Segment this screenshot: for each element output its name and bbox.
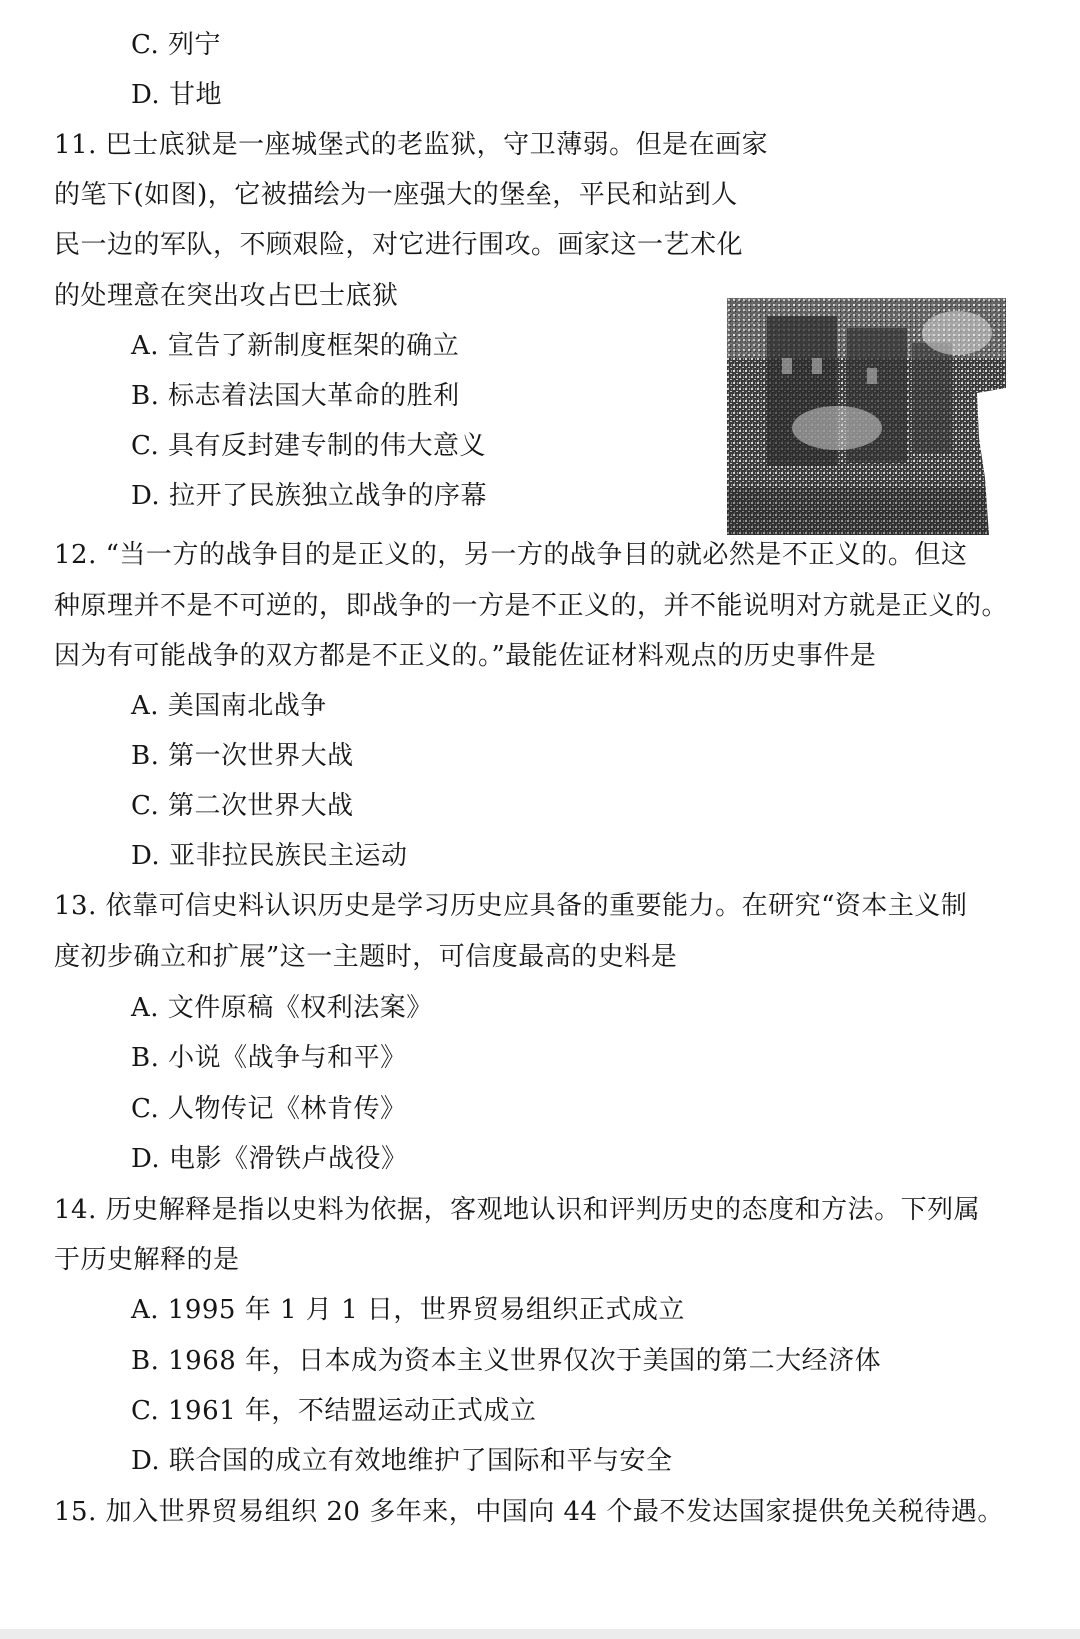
- question-11-stem-line-3: 民一边的军队，不顾艰险，对它进行围攻。画家这一艺术化: [54, 230, 744, 260]
- bastille-illustration: [727, 298, 1006, 535]
- question-11-stem-line-4: 的处理意在突出攻占巴士底狱: [54, 281, 399, 311]
- question-14-stem-line-1: 14. 历史解释是指以史料为依据，客观地认识和评判历史的态度和方法。下列属: [54, 1195, 981, 1225]
- question-12-option-a: A. 美国南北战争: [131, 691, 327, 721]
- question-14-option-b: B. 1968 年，日本成为资本主义世界仅次于美国的第二大经济体: [131, 1346, 882, 1376]
- question-11-option-a: A. 宣告了新制度框架的确立: [131, 331, 460, 361]
- question-13-stem-line-1: 13. 依靠可信史料认识历史是学习历史应具备的重要能力。在研究“资本主义制: [54, 891, 968, 921]
- question-12-stem-line-3: 因为有可能战争的双方都是不正义的。”最能佐证材料观点的历史事件是: [54, 641, 877, 671]
- prev-option-c: C. 列宁: [131, 30, 221, 60]
- question-14-stem-line-2: 于历史解释的是: [54, 1245, 240, 1275]
- question-15-stem-line-1: 15. 加入世界贸易组织 20 多年来，中国向 44 个最不发达国家提供免关税待遇。: [54, 1497, 1004, 1527]
- question-14-option-a: A. 1995 年 1 月 1 日，世界贸易组织正式成立: [131, 1295, 685, 1325]
- prev-option-d: D. 甘地: [131, 80, 222, 110]
- question-13-option-a: A. 文件原稿《权利法案》: [131, 993, 433, 1023]
- question-13-option-b: B. 小说《战争与和平》: [131, 1043, 407, 1073]
- question-11-option-c: C. 具有反封建专制的伟大意义: [131, 431, 486, 461]
- question-11-stem-line-1: 11. 巴士底狱是一座城堡式的老监狱，守卫薄弱。但是在画家: [54, 130, 769, 160]
- question-12-option-c: C. 第二次世界大战: [131, 791, 354, 821]
- question-14-option-c: C. 1961 年，不结盟运动正式成立: [131, 1396, 537, 1426]
- question-12-option-b: B. 第一次世界大战: [131, 741, 354, 771]
- question-14-option-d: D. 联合国的成立有效地维护了国际和平与安全: [131, 1446, 673, 1476]
- question-12-stem-line-1: 12. “当一方的战争目的是正义的，另一方的战争目的就必然是不正义的。但这: [54, 540, 968, 570]
- question-11-option-d: D. 拉开了民族独立战争的序幕: [131, 481, 487, 511]
- question-13-option-d: D. 电影《滑铁卢战役》: [131, 1144, 408, 1174]
- question-12-stem-line-2: 种原理并不是不可逆的，即战争的一方是不正义的，并不能说明对方就是正义的。: [54, 591, 1009, 621]
- question-11-option-b: B. 标志着法国大革命的胜利: [131, 381, 460, 411]
- page-bottom-edge: [0, 1629, 1080, 1639]
- question-12-option-d: D. 亚非拉民族民主运动: [131, 841, 408, 871]
- question-11-stem-line-2: 的笔下(如图)，它被描绘为一座强大的堡垒，平民和站到人: [54, 180, 738, 210]
- question-13-stem-line-2: 度初步确立和扩展”这一主题时，可信度最高的史料是: [54, 942, 678, 972]
- question-13-option-c: C. 人物传记《林肯传》: [131, 1094, 407, 1124]
